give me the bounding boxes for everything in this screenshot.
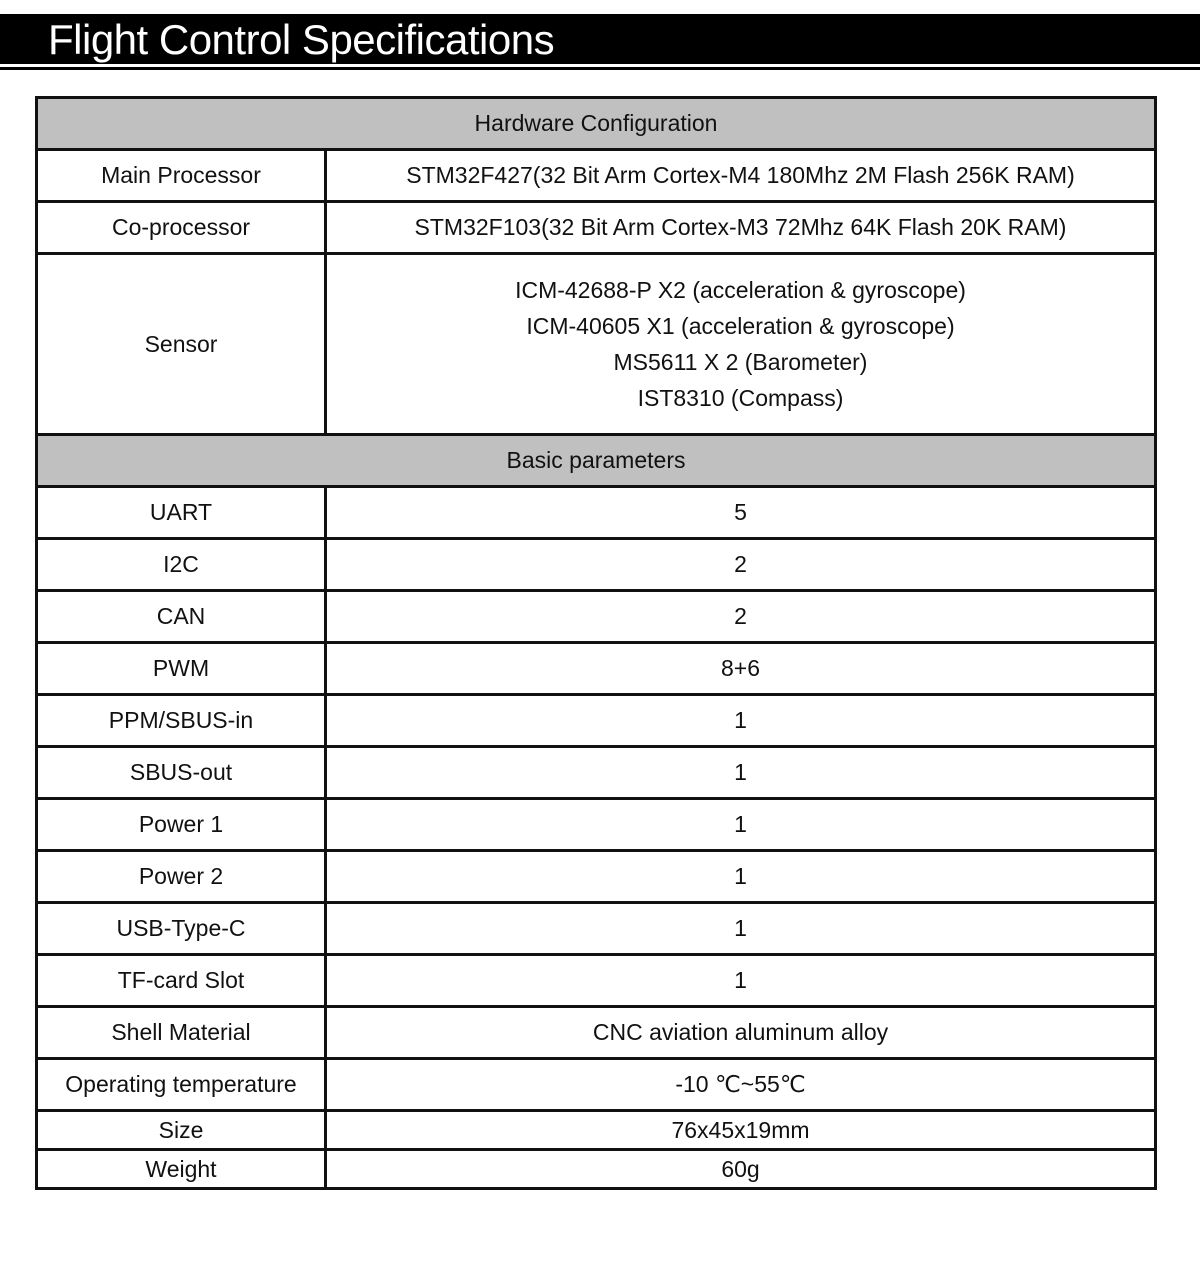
row-value: CNC aviation aluminum alloy — [326, 1007, 1156, 1059]
sensor-line: ICM-40605 X1 (acceleration & gyroscope) — [526, 313, 955, 339]
table-row — [37, 955, 1156, 1007]
sensor-line: MS5611 X 2 (Barometer) — [613, 349, 868, 375]
row-value: 5 — [326, 487, 1156, 539]
table-row — [37, 903, 1156, 955]
table-row — [37, 799, 1156, 851]
row-label: SBUS-out — [37, 747, 326, 799]
row-label: CAN — [37, 591, 326, 643]
row-label: USB-Type-C — [37, 903, 326, 955]
table-row — [37, 1111, 1156, 1150]
sensor-line: IST8310 (Compass) — [637, 385, 844, 411]
row-value: 1 — [326, 747, 1156, 799]
row-value: -10 ℃~55℃ — [326, 1059, 1156, 1111]
table-row — [37, 1059, 1156, 1111]
row-label: UART — [37, 487, 326, 539]
section-title: Basic parameters — [37, 435, 1156, 487]
section-title: Hardware Configuration — [37, 98, 1156, 150]
row-value: 1 — [326, 851, 1156, 903]
row-value: STM32F103(32 Bit Arm Cortex-M3 72Mhz 64K Flash 20K RAM) — [326, 202, 1156, 254]
row-value: 8+6 — [326, 643, 1156, 695]
row-label: Size — [37, 1111, 326, 1150]
table-row — [37, 695, 1156, 747]
row-label: Operating temperature — [37, 1059, 326, 1111]
table-row-sensor — [37, 254, 1156, 435]
row-value: STM32F427(32 Bit Arm Cortex-M4 180Mhz 2M Flash 256K RAM) — [326, 150, 1156, 202]
table-row — [37, 539, 1156, 591]
row-label: Weight — [37, 1150, 326, 1189]
row-label: PWM — [37, 643, 326, 695]
sensor-line: ICM-42688-P X2 (acceleration & gyroscope) — [515, 277, 966, 303]
row-label: Shell Material — [37, 1007, 326, 1059]
row-value: 60g — [326, 1150, 1156, 1189]
table-row — [37, 487, 1156, 539]
row-value: 1 — [326, 955, 1156, 1007]
page-title: Flight Control Specifications — [48, 16, 555, 63]
row-value: 2 — [326, 591, 1156, 643]
title-divider-light — [0, 64, 1200, 66]
section-row-basic — [37, 435, 1156, 487]
row-value-sensor — [326, 254, 1156, 435]
row-label: PPM/SBUS-in — [37, 695, 326, 747]
table-row — [37, 202, 1156, 254]
table-row — [37, 150, 1156, 202]
row-label: Power 1 — [37, 799, 326, 851]
row-label: Main Processor — [37, 150, 326, 202]
row-value: 1 — [326, 695, 1156, 747]
table-row — [37, 851, 1156, 903]
table-row — [37, 591, 1156, 643]
table-row — [37, 747, 1156, 799]
title-divider — [0, 67, 1200, 70]
row-value: 1 — [326, 799, 1156, 851]
table-row — [37, 1150, 1156, 1189]
row-label: Sensor — [37, 254, 326, 435]
row-value: 76x45x19mm — [326, 1111, 1156, 1150]
row-value: 1 — [326, 903, 1156, 955]
title-bar — [0, 14, 1200, 64]
row-label: I2C — [37, 539, 326, 591]
section-row-hardware — [37, 98, 1156, 150]
row-label: Co-processor — [37, 202, 326, 254]
row-label: TF-card Slot — [37, 955, 326, 1007]
row-value: 2 — [326, 539, 1156, 591]
row-label: Power 2 — [37, 851, 326, 903]
table-row — [37, 1007, 1156, 1059]
spec-table — [35, 96, 1157, 1190]
table-row — [37, 643, 1156, 695]
